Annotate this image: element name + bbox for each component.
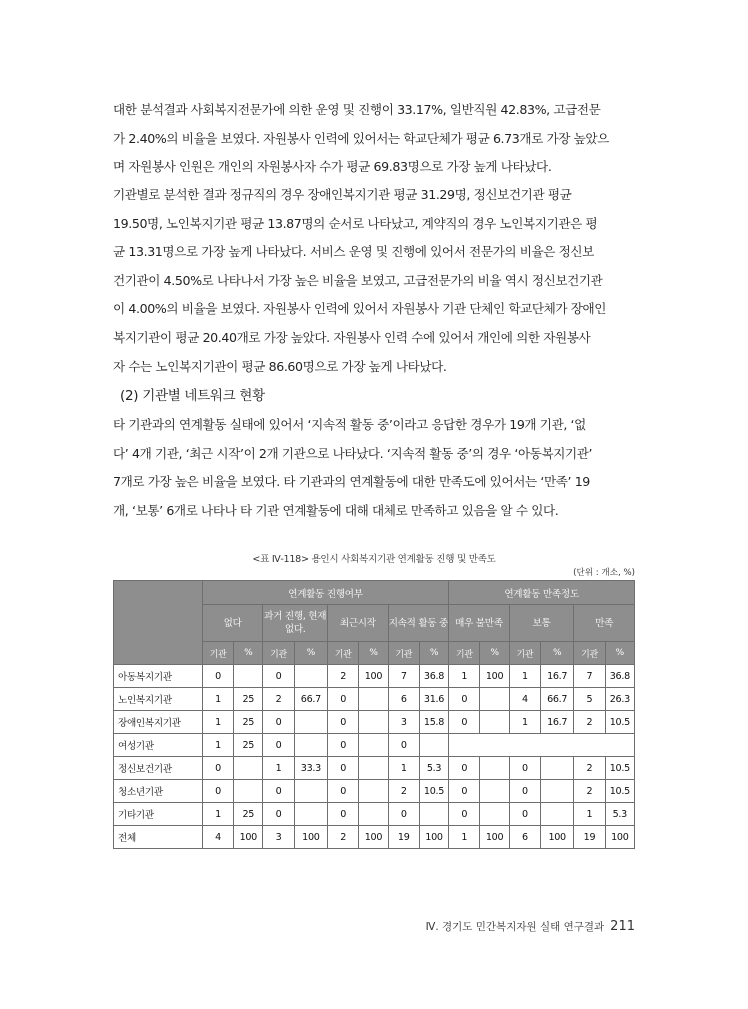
table-cell — [294, 803, 327, 826]
table-cell: 100 — [359, 826, 388, 849]
subheader-count: 기관 — [509, 642, 540, 665]
header-progress-group: 연계활동 진행여부 — [202, 581, 448, 605]
table-cell: 1 — [202, 688, 233, 711]
table-cell: 1 — [202, 734, 233, 757]
text-line: 대한 분석결과 사회복지전문가에 의한 운영 및 진행이 33.17%, 일반직원 42.83%, 고급전문 — [113, 102, 601, 117]
table-row — [114, 711, 635, 734]
subheader-count: 기관 — [202, 642, 233, 665]
header-corner — [114, 581, 203, 665]
table-cell: 3 — [263, 826, 294, 849]
table-cell: 19 — [574, 826, 605, 849]
header-past: 과거 진행, 현재 없다. — [263, 605, 328, 642]
header-ongoing: 지속적 활동 중 — [388, 605, 449, 642]
table-cell: 1 — [509, 711, 540, 734]
page-footer — [426, 919, 635, 934]
table-cell: 100 — [480, 826, 509, 849]
table-cell: 0 — [328, 711, 359, 734]
footer-section-title: Ⅳ. 경기도 민간복지자원 실태 연구결과 — [425, 921, 605, 933]
table-cell: 0 — [449, 688, 480, 711]
table-cell: 0 — [263, 780, 294, 803]
table-cell: 10.5 — [605, 780, 634, 803]
table-cell: 0 — [263, 711, 294, 734]
table-cell — [234, 665, 263, 688]
table-cell: 0 — [509, 757, 540, 780]
table-cell — [541, 803, 574, 826]
table-cell: 19 — [388, 826, 419, 849]
table-cell: 6 — [388, 688, 419, 711]
table-row — [114, 734, 635, 757]
table-cell: 2 — [328, 826, 359, 849]
header-recent: 최근시작 — [328, 605, 389, 642]
table-cell: 100 — [234, 826, 263, 849]
text-line: 복지기관이 평균 20.40개로 가장 높았다. 자원봉사 인력 수에 있어서 개인에 의한 자원봉사 — [113, 329, 591, 345]
unit-note: (단위 : 개소, %) — [573, 568, 635, 578]
table-cell: 26.3 — [605, 688, 634, 711]
text-line: 7개로 가장 높은 비율을 보였다. 타 기관과의 연계활동에 대한 만족도에 있어서는 ‘만족’ 19 — [113, 474, 590, 490]
table-cell: 25 — [234, 688, 263, 711]
paragraph-3 — [113, 411, 643, 525]
table-cell — [480, 780, 509, 803]
subheader-percent: % — [541, 642, 574, 665]
table-cell: 0 — [509, 803, 540, 826]
table-cell: 1 — [202, 803, 233, 826]
table-cell: 5.3 — [419, 757, 448, 780]
table-cell: 100 — [294, 826, 327, 849]
page-number: 211 — [610, 919, 635, 934]
table-cell: 6 — [509, 826, 540, 849]
table-cell: 1 — [449, 826, 480, 849]
text-line: 가 2.40%의 비율을 보였다. 자원봉사 인력에 있어서는 학교단체가 평균 6.73개로 가장 높았으 — [113, 130, 609, 146]
paragraph-1 — [113, 96, 643, 182]
subheader-count: 기관 — [574, 642, 605, 665]
table-cell — [234, 757, 263, 780]
table-cell: 66.7 — [541, 688, 574, 711]
text-line: 타 기관과의 연계활동 실태에 있어서 ‘지속적 활동 중’이라고 응답한 경우가 19개 기관, ‘없 — [113, 417, 586, 432]
table-cell: 2 — [574, 780, 605, 803]
table-cell: 4 — [509, 688, 540, 711]
table-cell — [419, 734, 448, 757]
table-cell: 1 — [509, 665, 540, 688]
table-cell — [234, 780, 263, 803]
text-line: 건기관이 4.50%로 나타나서 가장 높은 비율을 보였고, 고급전문가의 비율 역시 정신보건기관 — [113, 272, 603, 288]
table-cell: 1 — [449, 665, 480, 688]
table-cell: 1 — [574, 803, 605, 826]
network-table — [113, 580, 635, 849]
table-cell: 0 — [202, 665, 233, 688]
table-cell: 0 — [328, 780, 359, 803]
table-cell: 100 — [605, 826, 634, 849]
table-cell — [541, 780, 574, 803]
table-row — [114, 688, 635, 711]
header-very-dissatisfied: 매우 불만족 — [449, 605, 510, 642]
table-cell: 5 — [574, 688, 605, 711]
subheader-percent: % — [234, 642, 263, 665]
text-line: 자 수는 노인복지기관이 평균 86.60명으로 가장 높게 나타났다. — [113, 358, 447, 374]
table-cell: 25 — [234, 711, 263, 734]
table-cell — [359, 688, 388, 711]
table-row — [114, 826, 635, 849]
table-cell: 36.8 — [419, 665, 448, 688]
table-cell: 31.6 — [419, 688, 448, 711]
table-cell — [480, 688, 509, 711]
table-cell: 0 — [328, 803, 359, 826]
table-cell — [541, 757, 574, 780]
table-cell: 0 — [263, 803, 294, 826]
table-row — [114, 757, 635, 780]
table-row — [114, 803, 635, 826]
table-cell — [480, 757, 509, 780]
table-cell: 1 — [202, 711, 233, 734]
table-cell: 10.5 — [605, 711, 634, 734]
table-cell: 25 — [234, 803, 263, 826]
text-line: 기관별로 분석한 결과 정규직의 경우 장애인복지기관 평균 31.29명, 정신보건기관 평균 — [113, 187, 572, 202]
table-cell: 0 — [509, 780, 540, 803]
table-cell — [359, 734, 388, 757]
table-cell: 33.3 — [294, 757, 327, 780]
table-cell — [359, 780, 388, 803]
row-label: 청소년기관 — [114, 780, 203, 803]
subheader-percent: % — [294, 642, 327, 665]
table-cell: 4 — [202, 826, 233, 849]
table-cell: 2 — [574, 757, 605, 780]
table-cell: 100 — [480, 665, 509, 688]
table-cell: 0 — [388, 803, 419, 826]
header-none: 없다 — [202, 605, 263, 642]
subheader-percent: % — [480, 642, 509, 665]
table-cell: 100 — [419, 826, 448, 849]
text-line: 이 4.00%의 비율을 보였다. 자원봉사 인력에 있어서 자원봉사 기관 단체인 학교단체가 장애인 — [113, 301, 607, 317]
row-label: 아동복지기관 — [114, 665, 203, 688]
table-cell: 3 — [388, 711, 419, 734]
table-cell: 5.3 — [605, 803, 634, 826]
table-cell — [294, 734, 327, 757]
header-normal: 보통 — [509, 605, 574, 642]
table-cell: 0 — [263, 734, 294, 757]
subheader-count: 기관 — [388, 642, 419, 665]
table-cell — [294, 711, 327, 734]
text-line: 며 자원봉사 인원은 개인의 자원봉사자 수가 평균 69.83명으로 가장 높게 나타났다. — [113, 159, 552, 175]
table-cell: 10.5 — [605, 757, 634, 780]
table-cell: 7 — [388, 665, 419, 688]
row-label: 정신보건기관 — [114, 757, 203, 780]
subheader-count: 기관 — [328, 642, 359, 665]
table-cell: 0 — [449, 757, 480, 780]
table-cell: 0 — [328, 734, 359, 757]
table-cell: 1 — [388, 757, 419, 780]
table-cell: 2 — [574, 711, 605, 734]
table-cell: 25 — [234, 734, 263, 757]
subheader-count: 기관 — [263, 642, 294, 665]
section-heading: (2) 기관별 네트워크 현황 — [120, 388, 265, 404]
table-cell: 0 — [328, 757, 359, 780]
table-cell: 10.5 — [419, 780, 448, 803]
text-line: 19.50명, 노인복지기관 평균 13.87명의 순서로 나타났고, 계약직의 경우 노인복지기관은 평 — [113, 215, 598, 231]
row-label: 기타기관 — [114, 803, 203, 826]
subheader-percent: % — [605, 642, 634, 665]
table-cell: 36.8 — [605, 665, 634, 688]
text-line: 개, ‘보통’ 6개로 나타나 타 기관 연계활동에 대해 대체로 만족하고 있음을 알 수 있다. — [113, 502, 559, 518]
table-cell — [419, 803, 448, 826]
table-cell: 2 — [388, 780, 419, 803]
table-cell: 0 — [263, 665, 294, 688]
table-cell: 66.7 — [294, 688, 327, 711]
row-label: 노인복지기관 — [114, 688, 203, 711]
row-label: 전체 — [114, 826, 203, 849]
row-label: 여성기관 — [114, 734, 203, 757]
table-cell: 2 — [328, 665, 359, 688]
table-cell — [294, 665, 327, 688]
header-satisfied: 만족 — [574, 605, 635, 642]
table-cell — [480, 803, 509, 826]
table-cell: 100 — [541, 826, 574, 849]
table-cell — [480, 711, 509, 734]
paragraph-2 — [113, 181, 643, 381]
subheader-percent: % — [419, 642, 448, 665]
table-cell — [294, 780, 327, 803]
table-cell: 2 — [263, 688, 294, 711]
table-row — [114, 780, 635, 803]
table-cell: 0 — [449, 803, 480, 826]
table-cell: 7 — [574, 665, 605, 688]
table-cell: 0 — [388, 734, 419, 757]
table-cell: 0 — [449, 711, 480, 734]
table-cell: 100 — [359, 665, 388, 688]
table-cell: 15.8 — [419, 711, 448, 734]
table-cell-empty — [449, 734, 635, 757]
row-label: 장애인복지기관 — [114, 711, 203, 734]
header-satisfaction-group: 연계활동 만족정도 — [449, 581, 635, 605]
subheader-percent: % — [359, 642, 388, 665]
table-cell: 16.7 — [541, 711, 574, 734]
table-cell: 0 — [202, 780, 233, 803]
table-cell — [359, 757, 388, 780]
table-cell — [359, 803, 388, 826]
subheader-count: 기관 — [449, 642, 480, 665]
text-line: 균 13.31명으로 가장 높게 나타났다. 서비스 운영 및 진행에 있어서 전문가의 비율은 정신보 — [113, 244, 594, 260]
text-line: 다’ 4개 기관, ‘최근 시작’이 2개 기관으로 나타났다. ‘지속적 활동 중’의 경우 ‘아동복지기관’ — [113, 445, 593, 461]
table-cell: 16.7 — [541, 665, 574, 688]
table-cell — [359, 711, 388, 734]
table-body — [114, 665, 635, 849]
table-row — [114, 665, 635, 688]
table-caption: <표 Ⅳ-118> 용인시 사회복지기관 연계활동 진행 및 만족도 — [252, 554, 496, 565]
table-cell: 0 — [202, 757, 233, 780]
table-cell: 1 — [263, 757, 294, 780]
table-cell: 0 — [328, 688, 359, 711]
table-cell: 0 — [449, 780, 480, 803]
